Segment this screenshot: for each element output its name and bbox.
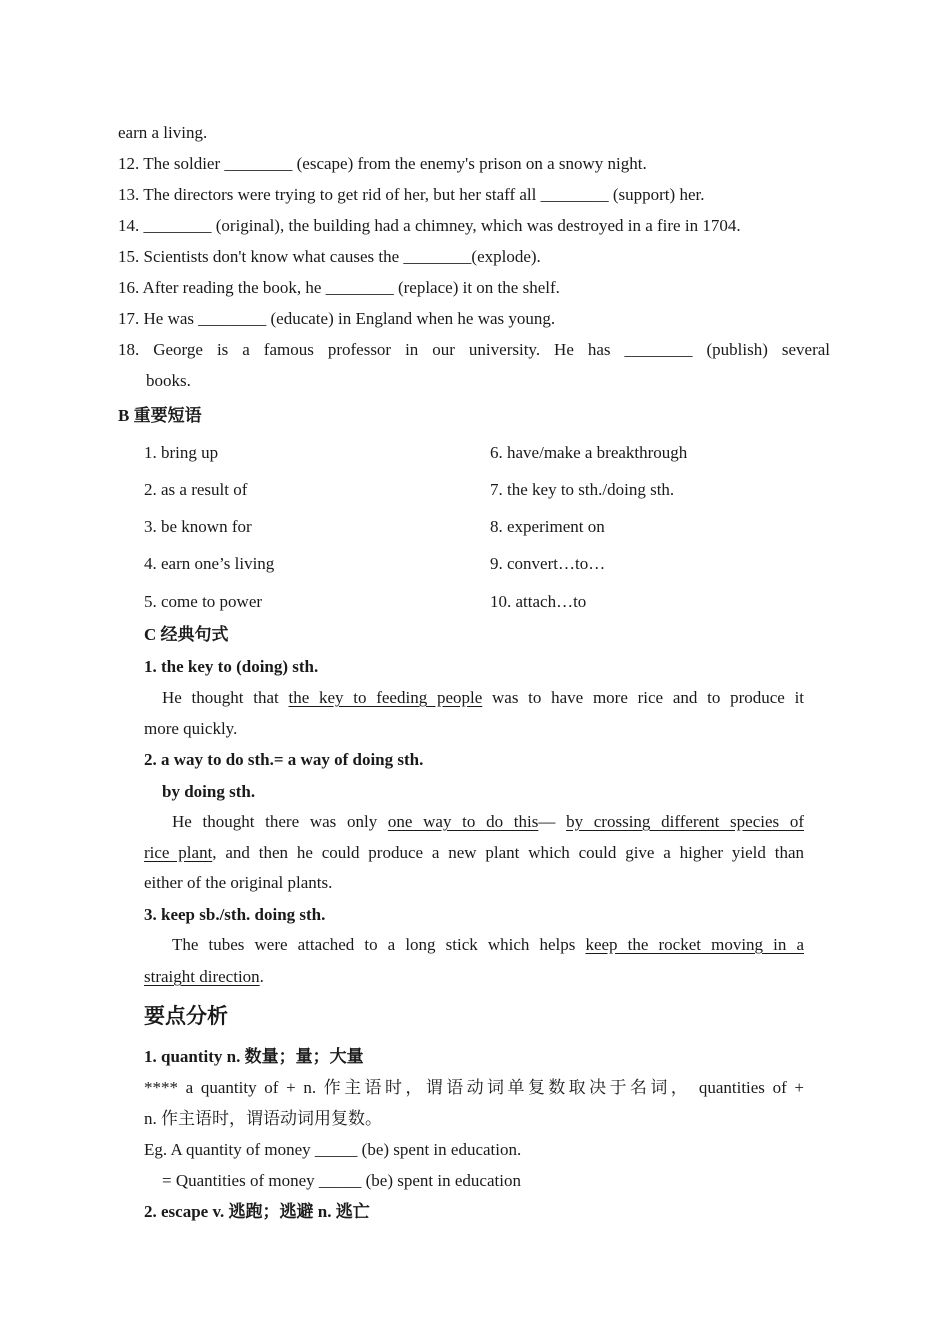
pattern-2-subtitle: by doing sth. [162, 782, 256, 801]
phrase-item: 7. the key to sth./doing sth. [490, 480, 675, 499]
phrase-item: 8. experiment on [490, 517, 605, 536]
underlined-phrase: keep the rocket moving in a [585, 935, 804, 954]
phrase-item: 1. bring up [144, 443, 219, 462]
phrase-item: 3. be known for [144, 517, 252, 536]
phrase-item: 4. earn one’s living [144, 554, 275, 573]
phrase-item: 9. convert…to… [490, 554, 606, 573]
underlined-phrase: by crossing different species of [566, 812, 804, 831]
question-15: 15. Scientists don't know what causes the ________(explode). [118, 247, 541, 266]
phrase-item: 6. have/make a breakthrough [490, 443, 688, 462]
pattern-3-example-cont: straight direction. [144, 967, 264, 986]
analysis-item-1-title: 1. quantity n. 数量；量；大量 [144, 1047, 364, 1066]
pattern-1-example-cont: more quickly. [144, 719, 238, 738]
question-16: 16. After reading the book, he ________ (replace) it on the shelf. [118, 278, 560, 297]
underlined-phrase: rice plant [144, 843, 213, 862]
pattern-1-title: 1. the key to (doing) sth. [144, 657, 319, 676]
underlined-phrase: the key to feeding people [288, 688, 483, 707]
underlined-phrase: one way to do this [387, 812, 539, 831]
pattern-2-title: 2. a way to do sth.= a way of doing sth. [144, 750, 424, 769]
example-sentence: = Quantities of money _____ (be) spent in education [162, 1171, 521, 1190]
section-b-heading: B 重要短语 [118, 406, 202, 425]
example-sentence: Eg. A quantity of money _____ (be) spent in education. [144, 1140, 522, 1159]
question-18-cont: books. [146, 371, 191, 390]
section-c-heading: C 经典句式 [144, 625, 229, 644]
analysis-item-1-note: **** a quantity of + n. 作主语时，谓语动词单复数取决于名词， quantities of + [144, 1078, 804, 1097]
underlined-phrase: straight direction [144, 967, 260, 986]
pattern-2-example: He thought there was only one way to do this— by crossing different species of [172, 812, 804, 831]
pattern-2-example-cont: rice plant, and then he could produce a new plant which could give a higher yield than [144, 843, 804, 862]
phrase-item: 2. as a result of [144, 480, 248, 499]
pattern-2-example-end: either of the original plants. [144, 873, 333, 892]
question-17: 17. He was ________ (educate) in England when he was young. [118, 309, 556, 328]
question-12: 12. The soldier ________ (escape) from the enemy's prison on a snowy night. [118, 154, 647, 173]
pattern-3-example: The tubes were attached to a long stick which helps keep the rocket moving in a [172, 935, 804, 954]
pattern-3-title: 3. keep sb./sth. doing sth. [144, 905, 326, 924]
pattern-1-example: He thought that the key to feeding people was to have more rice and to produce it [162, 688, 805, 707]
phrase-item: 10. attach…to [490, 592, 587, 611]
analysis-heading: 要点分析 [144, 1004, 228, 1028]
text-line: earn a living. [118, 123, 208, 142]
phrase-item: 5. come to power [144, 592, 263, 611]
analysis-item-2-title: 2. escape v. 逃跑；逃避 n. 逃亡 [144, 1202, 370, 1221]
question-18: 18. George is a famous professor in our university. He has ________ (publish) several [118, 340, 830, 359]
analysis-item-1-note-cont: n. 作主语时，谓语动词用复数。 [144, 1109, 382, 1128]
question-13: 13. The directors were trying to get rid of her, but her staff all ________ (support) her. [118, 185, 705, 204]
question-14: 14. ________ (original), the building had a chimney, which was destroyed in a fire in 1704. [118, 216, 741, 235]
